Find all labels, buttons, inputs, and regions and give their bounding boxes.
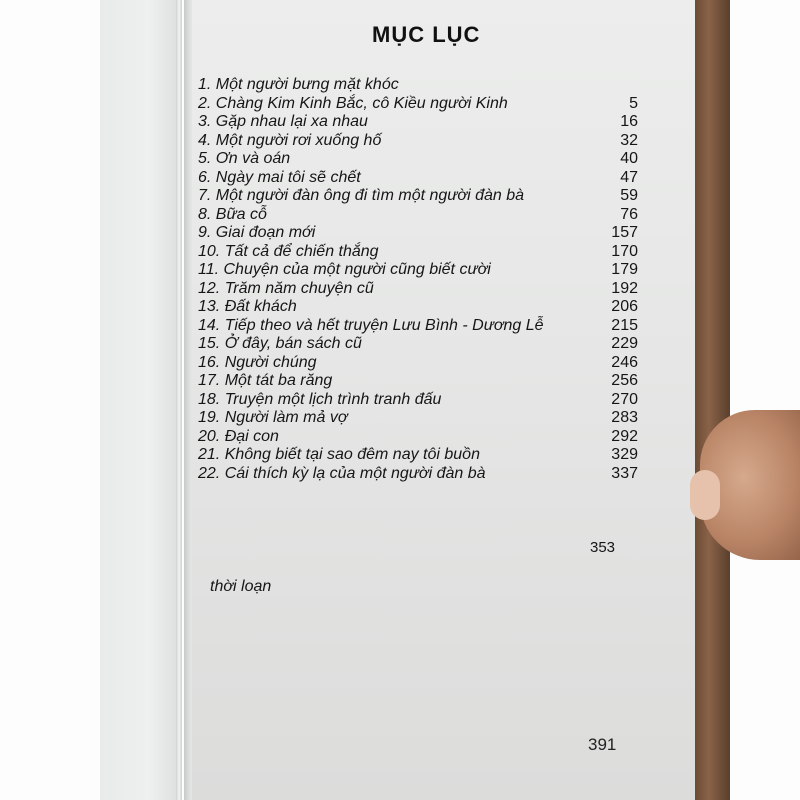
toc-entry (198, 446, 638, 465)
toc-entry-continuation: thời loạn (210, 578, 272, 595)
toc-entry-page: 76 (620, 205, 638, 223)
toc-entry-title: 7. Một người đàn ông đi tìm một người đàn bà (198, 187, 525, 204)
table-background (695, 0, 730, 800)
toc-entry-page: 47 (620, 168, 638, 186)
thumbnail-nail (690, 470, 720, 520)
toc-entry-page: 157 (611, 224, 638, 241)
toc-entry-page: 329 (611, 446, 638, 463)
toc-entry-title: 9. Giai đoạn mới (198, 224, 316, 241)
toc-entry (198, 409, 638, 428)
toc-entry-title: 4. Một người rơi xuống hố (198, 131, 382, 149)
page-edge (176, 0, 182, 800)
toc-entry-page: 229 (611, 335, 638, 352)
toc-entry (198, 76, 638, 95)
toc-entry (198, 354, 638, 373)
toc-entry (198, 280, 638, 299)
toc-entry-title: 6. Ngày mai tôi sẽ chết (198, 168, 361, 186)
toc-entry-title: 19. Người làm mả vợ (198, 409, 348, 426)
toc-entry-title: 11. Chuyện của một người cũng biết cười (198, 261, 491, 278)
toc-entry-title: 12. Trăm năm chuyện cũ (198, 279, 374, 297)
toc-list (198, 76, 638, 483)
toc-entry-title: 8. Bữa cỗ (198, 205, 267, 223)
toc-entry-title: 3. Gặp nhau lại xa nhau (198, 113, 368, 130)
toc-entry (198, 113, 638, 132)
toc-entry (198, 224, 638, 243)
toc-entry-page: 179 (611, 261, 638, 278)
toc-entry-title: 15. Ở đây, bán sách cũ (198, 335, 362, 352)
toc-entry (198, 298, 638, 317)
toc-entry-title: 22. Cái thích kỳ lạ của một người đàn bà (198, 464, 486, 482)
toc-entry (198, 391, 638, 410)
toc-entry (198, 95, 638, 114)
toc-entry (198, 132, 638, 151)
toc-entry (198, 465, 638, 484)
toc-entry (198, 261, 638, 280)
toc-entry-page: 206 (611, 298, 638, 315)
toc-entry-page: 170 (611, 242, 638, 260)
toc-entry (198, 372, 638, 391)
toc-entry-page: 292 (611, 427, 638, 445)
toc-entry-title: 18. Truyện một lịch trình tranh đấu (198, 390, 442, 408)
toc-entry-page: 40 (620, 150, 638, 167)
toc-entry-title: 2. Chàng Kim Kinh Bắc, cô Kiều người Kinh (198, 94, 508, 112)
toc-entry-page: 192 (611, 279, 638, 297)
toc-entry-page: 5 (629, 94, 638, 112)
toc-entry-title: 21. Không biết tại sao đêm nay tôi buồn (198, 446, 480, 463)
toc-entry-title: 13. Đất khách (198, 298, 297, 315)
toc-entry-title: 16. Người chúng (198, 353, 317, 371)
toc-entry-page: 215 (611, 316, 638, 334)
toc-entry-title: 10. Tất cả để chiến thắng (198, 242, 379, 260)
toc-entry-page: 246 (611, 353, 638, 371)
toc-entry-title: 20. Đại con (198, 427, 279, 445)
toc-entry-page: 270 (611, 390, 638, 408)
left-page (100, 0, 182, 800)
toc-entry (198, 187, 638, 206)
toc-entry-page: 32 (620, 131, 638, 149)
page-number: 391 (588, 735, 617, 754)
toc-entry (198, 335, 638, 354)
toc-entry (198, 428, 638, 447)
toc-entry-page: 337 (611, 464, 638, 482)
toc-entry-page: 59 (620, 187, 638, 204)
toc-entry (198, 243, 638, 262)
toc-entry-page: 283 (611, 409, 638, 426)
toc-entry (198, 206, 638, 225)
toc-entry-title: 5. Ơn và oán (198, 150, 291, 167)
toc-entry-title: 17. Một tát ba răng (198, 372, 333, 389)
toc-entry (198, 150, 638, 169)
toc-heading: MỤC LỤC (372, 22, 481, 47)
toc-entry-page: 16 (620, 113, 638, 130)
toc-entry (198, 169, 638, 188)
toc-last-page-ref: 353 (590, 539, 616, 556)
toc-entry-title: 14. Tiếp theo và hết truyện Lưu Bình - Dương Lễ (198, 316, 544, 334)
toc-entry-page: 256 (611, 372, 638, 389)
toc-entry (198, 317, 638, 336)
toc-entry-title: 1. Một người bưng mặt khóc (198, 76, 399, 93)
